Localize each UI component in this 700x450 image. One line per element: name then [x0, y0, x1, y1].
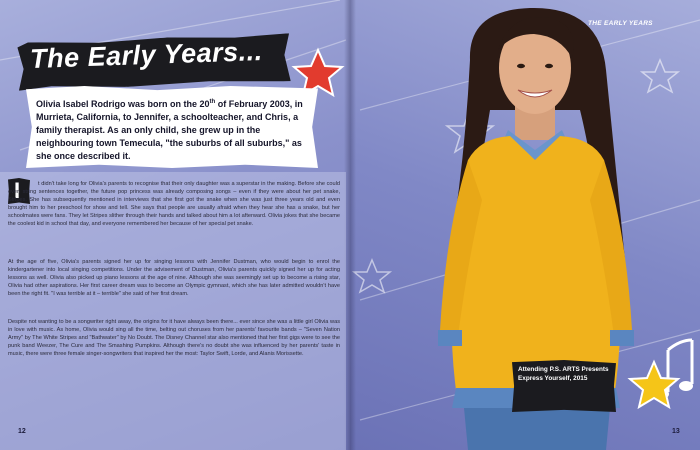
page-title: The Early Years... [29, 35, 264, 75]
page-number-right: 13 [672, 428, 680, 435]
drop-cap: I [14, 178, 21, 203]
body-paragraph-1: t didn't take long for Olivia's parents to recognise that their only daughter was a superstar in the making. Before she could even string sentences together, the future pop princess was already composing songs – even if they were about her pet snake, Stripes. She has subsequently mentioned in interviews that she first got the snake when she was just three years old and even brought him to her preschool for show and tell. She says that people are usually afraid when they hear she has a snake, but her schoolmates were fans. They let Stripes slither through their hands and talked about him a lot afterward. Olivia jokes that she became the coolest kid in school that day, and everyone remembered her because of her special pet snake. [8, 181, 340, 228]
running-head: THE EARLY YEARS [588, 20, 653, 27]
intro-text-start: Olivia Isabel Rodrigo was born on the 20 [36, 99, 210, 109]
intro-ordinal: th [209, 99, 216, 105]
page-number-left: 12 [18, 428, 26, 435]
photo-caption: Attending P.S. ARTS Presents Express Yourself, 2015 [518, 366, 609, 382]
body-paragraph-3: Despite not wanting to be a songwriter right away, the origins for it have always been there... ever since she was a little girl Olivia was in love with music. As home, Olivia would sing all the time, belting out choruses from her parents' favourite bands – "Seven Nation Army" by The White Stripes and "Bathwater" by No Doubt. The Disney Channel star also mentioned that her first gigs were to see the punk band Weezer, The Cure and The Smashing Pumpkins. Although there's no doubt she was influenced by her parents' taste in music, there were three female singer-songwriters that inspired her the most: Taylor Swift, Lorde, and Alanis Morissette. [8, 319, 340, 358]
intro-text-end: of February 2003, in Murrieta, California, to Jennifer, a schoolteacher, and Chris, a family therapist. As an only child, she grew up in the neighbouring town Temecula, "the suburbs of all suburbs," as she once described it. [36, 99, 303, 161]
body-paragraph-2: At the age of five, Olivia's parents signed her up for singing lessons with Jennifer Dustman, who would begin to enrol the kindergartener into local singing competitions. Under the advisement of Dustman, Olivia's parents quickly signed her up for acting lessons as well. Olivia also picked up piano lessons at the age of nine. Although she was seemingly set up to become a rising star, Olivia had other aspirations. Her first career dream was to become an Olympic gymnast, which she has later admitted wouldn't have been the right fit. "I was terrible at it – terrible" she said of her first dream. [8, 259, 340, 298]
